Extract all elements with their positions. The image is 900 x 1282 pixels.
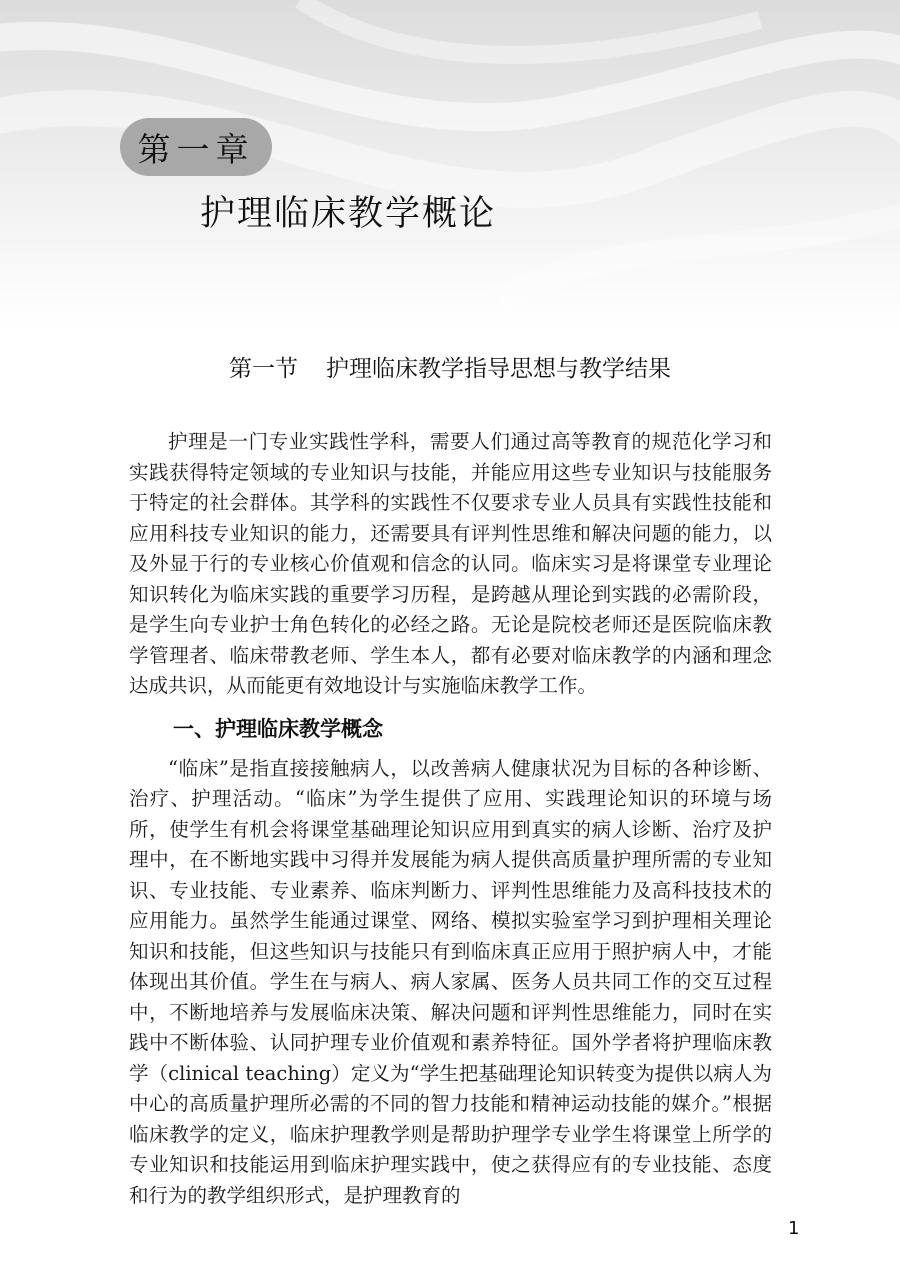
- chapter-label: 第一章: [137, 129, 255, 169]
- body-content: [129, 427, 772, 1211]
- section-title: 护理临床教学指导思想与教学结果: [326, 356, 671, 382]
- subsection-heading: 一、护理临床教学概念: [173, 716, 383, 741]
- chapter-label-badge: [120, 118, 272, 176]
- concept-paragraph: “临床”是指直接接触病人，以改善病人健康状况为目标的各种诊断、治疗、护理活动。“临床”为学生提供了应用、实践理论知识的环境与场所，使学生有机会将课堂基础理论知识应用到真实的病人诊断、治疗及护理中，在不断地实践中习得并发展能为病人提供高质量护理所需的专业知识、专业技能、专业素养、临床判断力、评判性思维能力及高科技技术的应用能力。虽然学生能通过课堂、网络、模拟实验室学习到护理相关理论知识和技能，但这些知识与技能只有到临床真正应用于照护病人中，才能体现出其价值。学生在与病人、病人家属、医务人员共同工作的交互过程中，不断地培养与发展临床决策、解决问题和评判性思维能力，同时在实践中不断体验、认同护理专业价值观和素养特征。国外学者将护理临床教学（clinical teaching）定义为“学生把基础理论知识转变为提供以病人为中心的高质量护理所必需的不同的智力技能和精神运动技能的媒介。”根据临床教学的定义，临床护理教学则是帮助护理学专业学生将课堂上所学的专业知识和技能运用到临床护理实践中，使之获得应有的专业技能、态度和行为的教学组织形式，是护理教育的: [129, 756, 772, 1207]
- section-number: 第一节: [229, 356, 298, 382]
- chapter-title: 护理临床教学概论: [200, 194, 497, 234]
- intro-paragraph: 护理是一门专业实践性学科，需要人们通过高等教育的规范化学习和实践获得特定领域的专业知识与技能，并能应用这些专业知识与技能服务于特定的社会群体。其学科的实践性不仅要求专业人员具有实践性技能和应用科技专业知识的能力，还需要具有评判性思维和解决问题的能力，以及外显于行的专业核心价值观和信念的认同。临床实习是将课堂专业理论知识转化为临床实践的重要学习历程，是跨越从理论到实践的必需阶段，是学生向专业护士角色转化的必经之路。无论是院校老师还是医院临床教学管理者、临床带教老师、学生本人，都有必要对临床教学的内涵和理念达成共识，从而能更有效地设计与实施临床教学工作。: [129, 430, 772, 697]
- page-number: 1: [788, 1218, 800, 1239]
- section-heading: [0, 350, 900, 383]
